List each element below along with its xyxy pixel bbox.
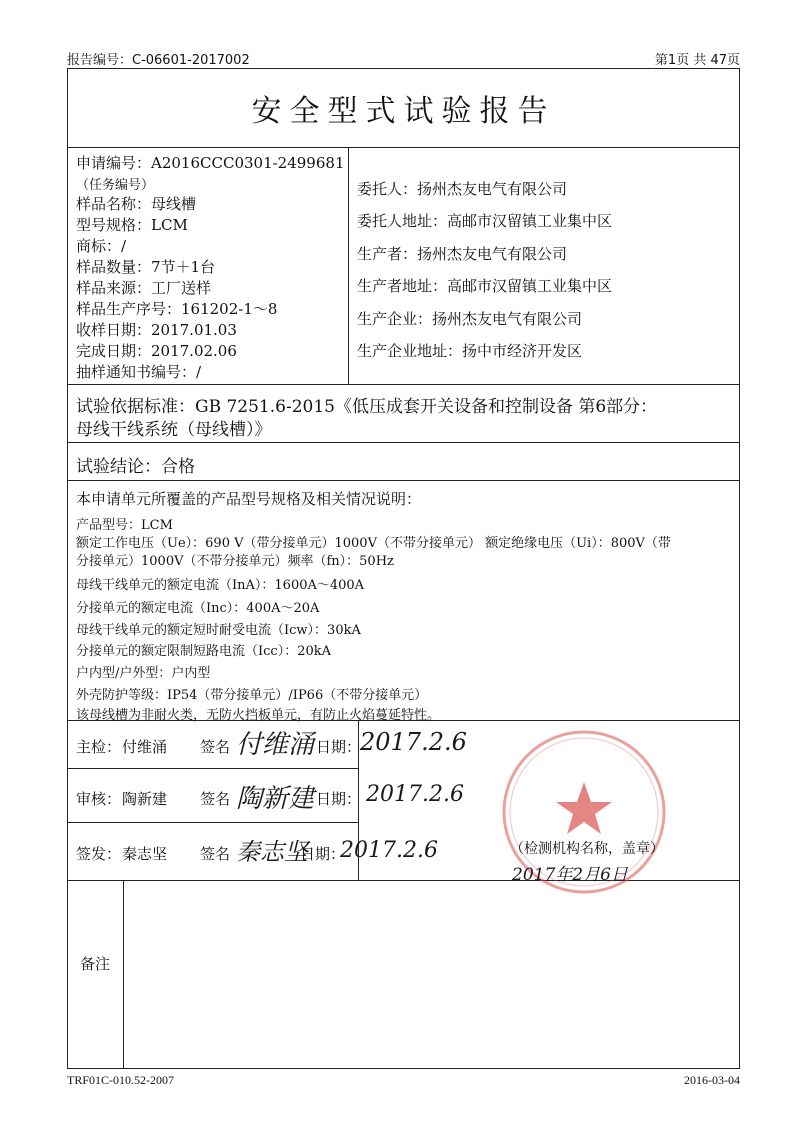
- received-date: 收样日期：2017.01.03: [76, 321, 237, 339]
- production-enterprise: 生产企业：扬州杰友电气有限公司: [357, 310, 583, 328]
- desc-line: 分接单元）1000V（不带分接单元）频率（fn）：50Hz: [76, 554, 394, 569]
- approver-name: 秦志坚: [122, 845, 168, 863]
- divider-conclusion: [67, 480, 740, 481]
- desc-line: 产品型号：LCM: [76, 518, 173, 533]
- trademark: 商标：/: [76, 237, 127, 255]
- sampling-notice-number: 抽样通知书编号：/: [76, 363, 202, 381]
- manufacturer: 生产者：扬州杰友电气有限公司: [357, 245, 568, 263]
- form-code: TRF01C-010.52-2007: [67, 1073, 175, 1087]
- desc-line: 分接单元的额定电流（Inc）：400A～20A: [76, 601, 320, 616]
- approver-date: 2017.2.6: [340, 838, 438, 863]
- inspector-name: 付维涌: [122, 738, 168, 756]
- divider-title: [67, 147, 740, 148]
- desc-line: 母线干线单元的额定短时耐受电流（Icw）：30kA: [76, 623, 361, 638]
- test-standard-line-2: 母线干线系统（母线槽）》: [76, 420, 272, 440]
- approver-sign-label: 签名: [200, 845, 231, 863]
- sample-source: 样品来源：工厂送样: [76, 279, 212, 297]
- stamp-note: （检测机构名称，盖章）: [510, 841, 664, 857]
- reviewer-sign-label: 签名: [200, 790, 231, 808]
- model-spec: 型号规格：LCM: [76, 216, 188, 234]
- application-number: 申请编号：A2016CCC0301-2499681: [76, 154, 345, 172]
- divider-remarks-vertical: [123, 880, 124, 1069]
- divider-info: [67, 384, 740, 385]
- approver-role: 签发：: [76, 845, 122, 863]
- desc-line: 外壳防护等级：IP54（带分接单元）/IP66（不带分接单元）: [76, 688, 428, 703]
- page-info: 第1页 共 47页: [654, 53, 740, 68]
- approver-signature: 秦志坚: [236, 838, 308, 866]
- form-date: 2016-03-04: [684, 1073, 740, 1087]
- task-number-label: （任务编号）: [76, 178, 155, 193]
- divider-info-vertical: [348, 147, 349, 384]
- remarks-label: 备注: [80, 955, 111, 973]
- test-conclusion: 试验结论：合格: [76, 457, 195, 477]
- inspector-sign-label: 签名: [200, 738, 231, 756]
- desc-line: 额定工作电压（Ue）：690 V（带分接单元）1000V（不带分接单元） 额定绝缘电压（Ui）：800V（带: [76, 536, 671, 551]
- production-enterprise-address: 生产企业地址：扬中市经济开发区: [357, 342, 583, 360]
- reviewer-date: 2017.2.6: [366, 782, 464, 807]
- manufacturer-address: 生产者地址：高邮市汉留镇工业集中区: [357, 277, 613, 295]
- report-title: 安全型式试验报告: [251, 94, 556, 129]
- report-number: 报告编号：C-06601-2017002: [67, 53, 250, 68]
- sample-name: 样品名称：母线槽: [76, 195, 197, 213]
- desc-line: 户内型/户外型：户内型: [76, 666, 211, 681]
- desc-line: 该母线槽为非耐火类，无防火挡板单元，有防止火焰蔓延特性。: [76, 708, 441, 723]
- stamp-date: 2017年2月6日: [512, 865, 628, 885]
- sample-quantity: 样品数量：7节＋1台: [76, 258, 216, 276]
- approver-date-label: 日期：: [300, 845, 346, 863]
- inspector-date: 2017.2.6: [360, 728, 467, 756]
- seal-star-icon: [556, 782, 612, 834]
- client: 委托人：扬州杰友电气有限公司: [357, 180, 568, 198]
- reviewer-date-label: 日期：: [316, 790, 362, 808]
- reviewer-role: 审核：: [76, 790, 122, 808]
- divider-sign-2: [67, 822, 358, 823]
- divider-standard: [67, 442, 740, 443]
- desc-line: 母线干线单元的额定电流（InA）：1600A～400A: [76, 578, 365, 593]
- desc-line: 分接单元的额定限制短路电流（Icc）：20kA: [76, 644, 332, 659]
- reviewer-name: 陶新建: [122, 790, 168, 808]
- completed-date: 完成日期：2017.02.06: [76, 342, 237, 360]
- sample-serial: 样品生产序号：161202-1～8: [76, 300, 278, 318]
- inspector-role: 主检：: [76, 738, 122, 756]
- inspector-date-label: 日期：: [316, 738, 362, 756]
- divider-sign-1: [67, 768, 358, 769]
- client-address: 委托人地址：高邮市汉留镇工业集中区: [357, 212, 613, 230]
- test-standard-line-1: 试验依据标准：GB 7251.6-2015《低压成套开关设备和控制设备 第6部分：: [76, 397, 658, 417]
- reviewer-signature: 陶新建: [236, 784, 315, 814]
- description-heading: 本申请单元所覆盖的产品型号规格及相关情况说明：: [76, 490, 422, 508]
- inspector-signature: 付维涌: [236, 730, 315, 760]
